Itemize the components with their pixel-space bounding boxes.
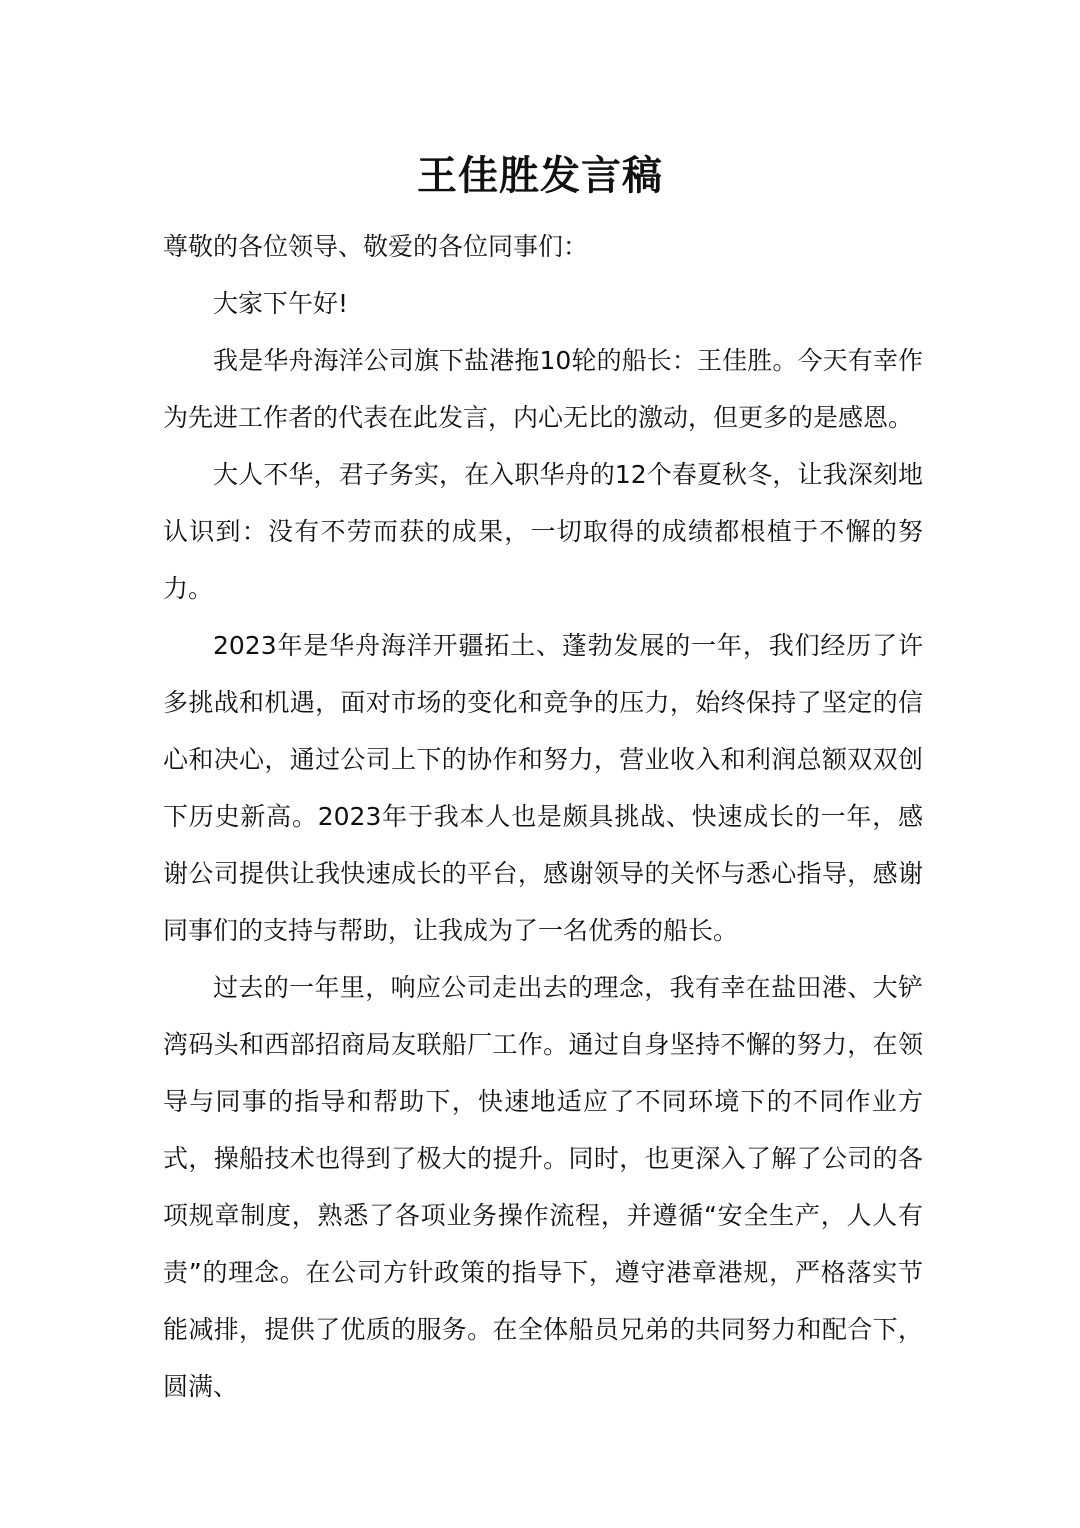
- document-body: [163, 218, 923, 1415]
- paragraph-introduction: 我是华舟海洋公司旗下盐港拖10轮的船长：王佳胜。今天有幸作为先进工作者的代表在此发言，内心无比的激动，但更多的是感恩。: [163, 346, 923, 432]
- paragraph-greeting: 大家下午好!: [213, 289, 349, 318]
- salutation: 尊敬的各位领导、敬爱的各位同事们：: [163, 232, 589, 261]
- document-title: 王佳胜发言稿: [417, 153, 663, 199]
- paragraph-year-review: 2023年是华舟海洋开疆拓土、蓬勃发展的一年，我们经历了许多挑战和机遇，面对市场的变化和竞争的压力，始终保持了坚定的信心和决心，通过公司上下的协作和努力，营业收入和利润总额双双创下历史新高。2023年于我本人也是颇具挑战、快速成长的一年，感谢公司提供让我快速成长的平台，感谢领导的关怀与悉心指导，感谢同事们的支持与帮助，让我成为了一名优秀的船长。: [163, 631, 923, 945]
- paragraph-past-year-work: 过去的一年里，响应公司走出去的理念，我有幸在盐田港、大铲湾码头和西部招商局友联船厂工作。通过自身坚持不懈的努力，在领导与同事的指导和帮助下，快速地适应了不同环境下的不同作业方式，操船技术也得到了极大的提升。同时，也更深入了解了公司的各项规章制度，熟悉了各项业务操作流程，并遵循“安全生产，人人有责”的理念。在公司方针政策的指导下，遵守港章港规，严格落实节能减排，提供了优质的服务。在全体船员兄弟的共同努力和配合下，圆满、: [163, 973, 923, 1401]
- paragraph-reflection: 大人不华，君子务实，在入职华舟的12个春夏秋冬，让我深刻地认识到：没有不劳而获的成果，一切取得的成绩都根植于不懈的努力。: [163, 460, 923, 603]
